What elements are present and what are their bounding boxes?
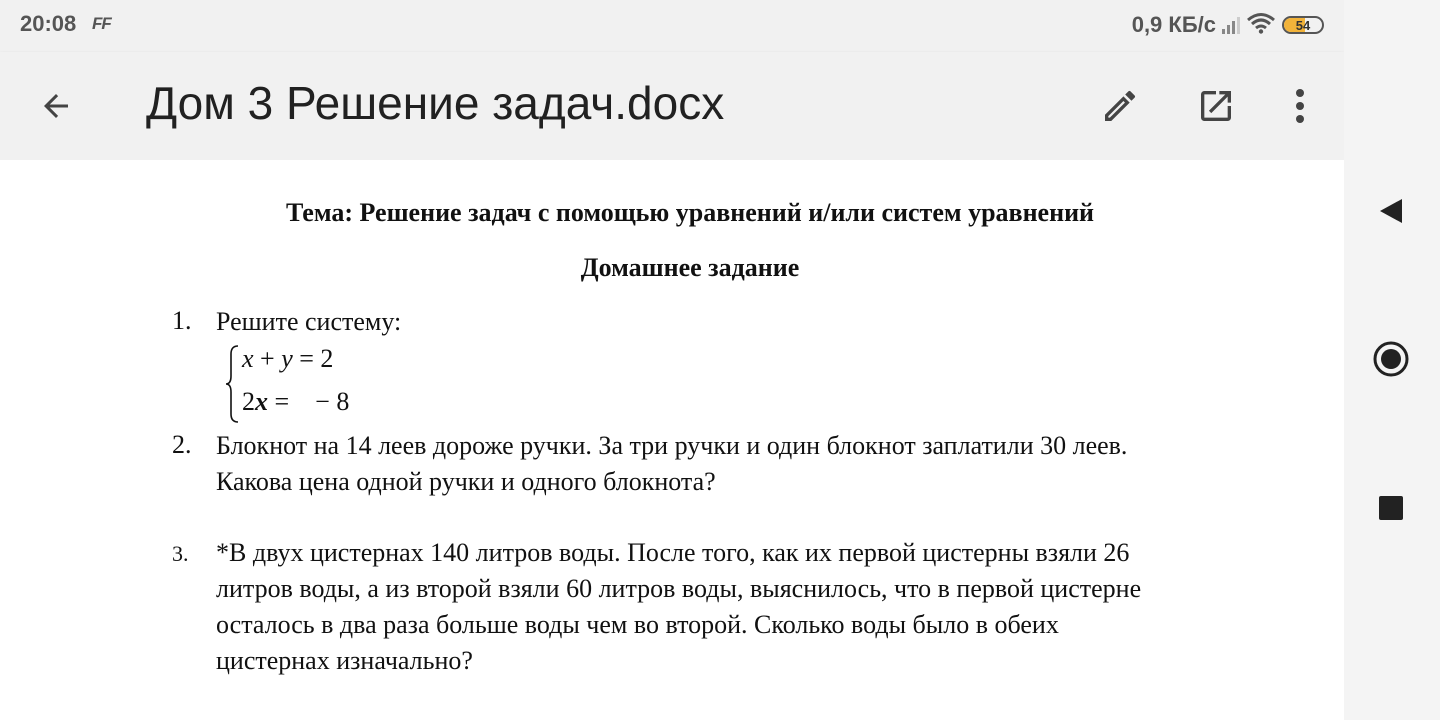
task-2-text (216, 428, 1127, 500)
battery-icon (1282, 16, 1324, 34)
battery-level: 54 (1295, 17, 1311, 33)
wifi-icon (1246, 12, 1276, 39)
status-bar (0, 0, 1344, 52)
triangle-back-icon (1378, 197, 1404, 225)
status-icons (1132, 11, 1324, 39)
text-line: *В двух цистернах 140 литров воды. После того, как их первой цистерны взяли 26 (216, 538, 1130, 567)
equation-2: 2x = − 8 (242, 387, 350, 416)
square-recent-icon (1378, 495, 1404, 521)
text-line: цистернах изначально? (216, 646, 473, 675)
equation-1: x + y = 2 (242, 344, 334, 373)
document-title: Дом 3 Решение задач.docx (146, 77, 725, 129)
system-navigation-bar (1344, 0, 1440, 720)
network-speed: 0,9 КБ/с (1131, 12, 1216, 37)
text-line: осталось в два раза больше воды чем во второй. Сколько воды было в обеих (216, 610, 1059, 639)
list-item-number: 1. (172, 306, 192, 335)
open-with-button[interactable] (1192, 82, 1240, 130)
signal-icon (1222, 16, 1240, 34)
back-button[interactable] (30, 82, 82, 130)
arrow-back-icon (38, 88, 74, 124)
text-line: Какова цена одной ручки и одного блокнота? (216, 467, 716, 496)
document-view[interactable] (0, 160, 1344, 720)
nav-recent-apps-button[interactable] (1368, 486, 1414, 530)
notification-indicator: FF (92, 14, 111, 33)
home-circle-icon (1372, 340, 1410, 378)
text-line: литров воды, а из второй взяли 60 литров воды, выяснилось, что в первой цистерне (216, 574, 1142, 603)
more-options-button[interactable] (1278, 82, 1322, 130)
more-vertical-icon (1294, 88, 1306, 124)
task-3-text (216, 535, 1141, 679)
task-1-text: Решите систему: (216, 307, 402, 336)
system-brace-icon (224, 344, 240, 424)
app-bar (0, 52, 1344, 160)
edit-button[interactable] (1096, 82, 1144, 130)
pencil-icon (1100, 86, 1140, 126)
list-item-number: 2. (172, 430, 192, 459)
list-item-number: 3. (172, 541, 189, 566)
open-external-icon (1196, 86, 1236, 126)
text-line: Блокнот на 14 леев дороже ручки. За три ручки и один блокнот заплатили 30 леев. (216, 431, 1128, 460)
document-heading: Тема: Решение задач с помощью уравнений и/или систем уравнений (285, 198, 1095, 227)
document-subheading: Домашнее задание (580, 253, 800, 282)
clock: 20:08 (20, 11, 77, 36)
nav-home-button[interactable] (1368, 336, 1414, 382)
